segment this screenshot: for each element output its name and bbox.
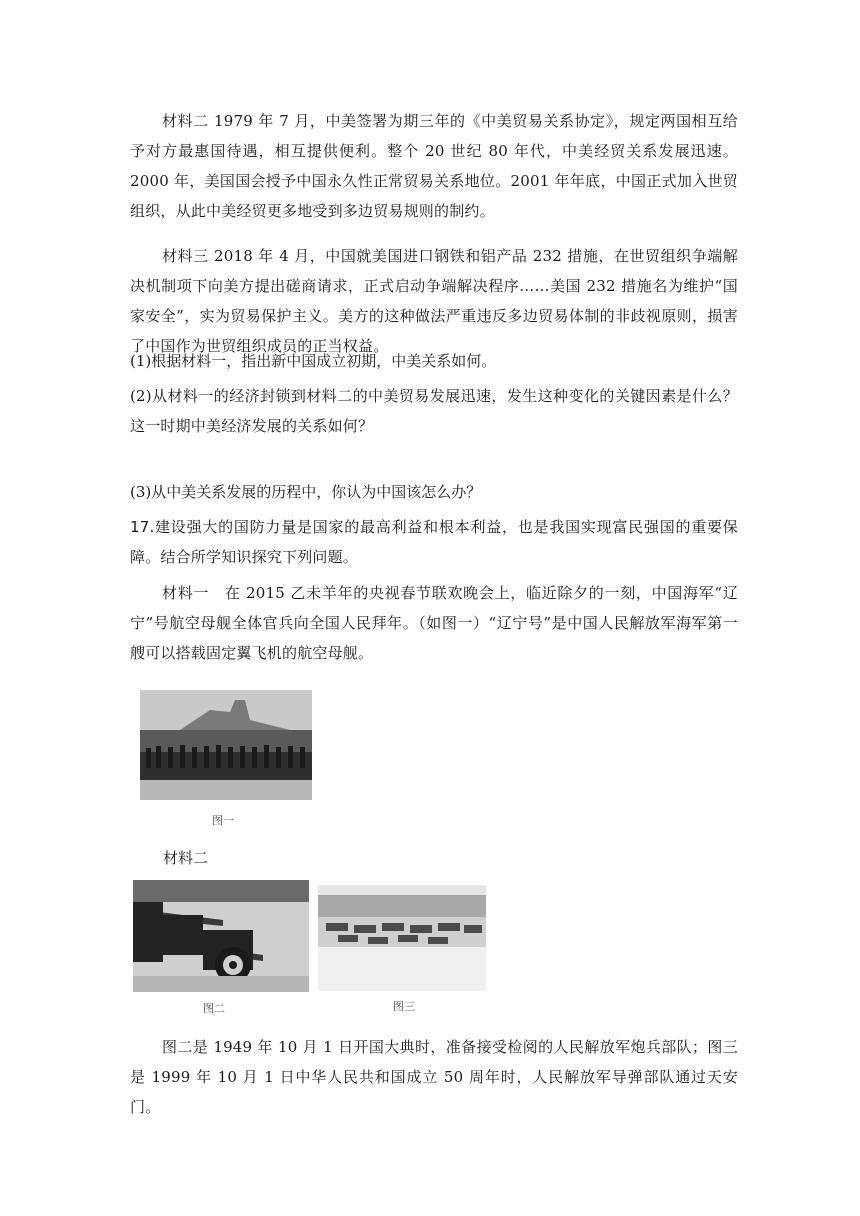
figure-2-caption: 图二 — [203, 1002, 225, 1015]
figure-3-photo — [318, 885, 486, 991]
figure-3-caption: 图三 — [393, 1000, 415, 1013]
figure-1-photo — [140, 690, 312, 800]
figure-1-caption: 图一 — [212, 814, 234, 827]
question-1: (1)根据材料一，指出新中国成立初期，中美关系如何。 — [130, 352, 497, 370]
material-3-paragraph: 材料三 2018 年 4 月，中国就美国进口钢铁和铝产品 232 措施，在世贸组织争端解决机制项下向美方提出磋商请求，正式启动争端解决程序……美国 232 措施名为维护“国家安全”，实为贸易保护主义。美方的这种做法严重违反多边贸易体制的非歧视原则，损害了中国作为世贸组织成员的正当权益。 — [130, 247, 738, 355]
question-3: (3)从中美关系发展的历程中，你认为中国该怎么办？ — [130, 483, 482, 501]
material-2-paragraph: 材料二 1979 年 7 月，中美签署为期三年的《中美贸易关系协定》，规定两国相互给予对方最惠国待遇，相互提供便利。整个 20 世纪 80 年代，中美经贸关系发展迅速。2000 年，美国国会授予中国永久性正常贸易关系地位。2001 年年底，中国正式加入世贸组织，从此中美经贸更多地受到多边贸易规则的制约。 — [130, 112, 738, 220]
figures-description: 图二是 1949 年 10 月 1 日开国大典时，准备接受检阅的人民解放军炮兵部队；图三是 1999 年 10 月 1 日中华人民共和国成立 50 周年时，人民解放军导弹部队通过天安门。 — [130, 1038, 738, 1116]
q17-material-2-label: 材料二 — [163, 849, 209, 867]
question-2: (2)从材料一的经济封锁到材料二的中美贸易发展迅速，发生这种变化的关键因素是什么？这一时期中美经济发展的关系如何？ — [130, 387, 738, 435]
figure-2-photo — [133, 880, 309, 992]
question-17-stem: 17.建设强大的国防力量是国家的最高利益和根本利益，也是我国实现富民强国的重要保障。结合所学知识探究下列问题。 — [130, 518, 738, 566]
q17-material-1: 材料一 在 2015 乙未羊年的央视春节联欢晚会上，临近除夕的一刻，中国海军“辽宁”号航空母舰全体官兵向全国人民拜年。（如图一）“辽宁号”是中国人民解放军海军第一艘可以搭载固定翼飞机的航空母舰。 — [130, 584, 738, 662]
